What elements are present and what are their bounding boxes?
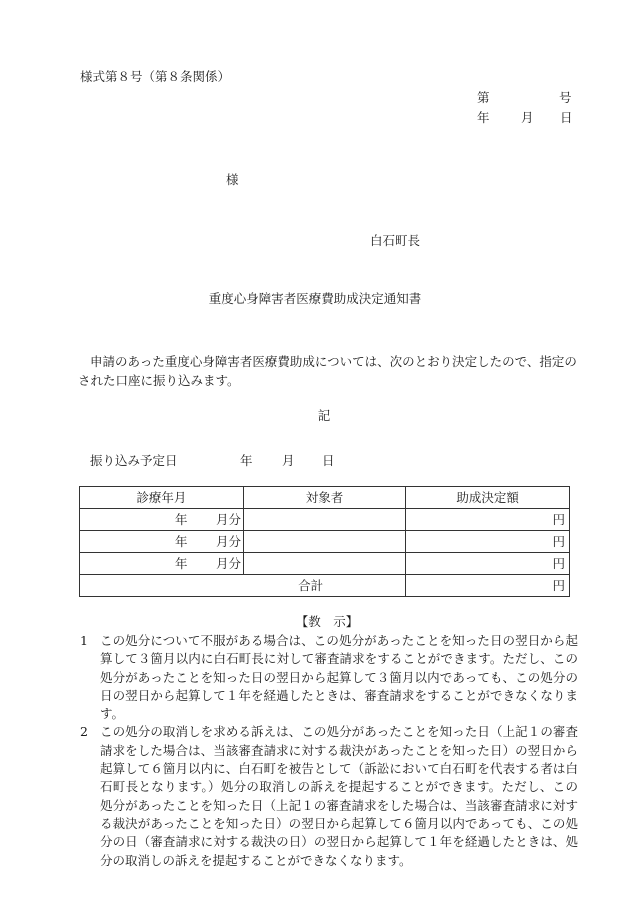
instruction-number: 2 [80,724,88,740]
instruction-item [78,723,578,869]
month-cell: 年 月分 [80,509,244,531]
table-total-row [80,575,570,597]
total-label: 合計 [80,575,406,597]
table-row [80,553,570,575]
date-month: 月 [521,110,534,125]
document-title: 重度心身障害者医療費助成決定通知書 [208,291,422,306]
table-header-row [80,487,570,509]
amount-cell: 円 [406,553,570,575]
table-row [80,531,570,553]
number-go: 号 [559,90,572,105]
amount-cell: 円 [406,509,570,531]
instruction-heading: 【教 示】 [295,614,359,629]
header-subsidy-amount: 助成決定額 [406,487,570,509]
month-cell: 年 月分 [80,553,244,575]
instruction-text: この処分の取消しを求める訴えは、この処分があったことを知った日（上記１の審査請求をした場合は、当該審査請求に対する裁決があったことを知った日）の翌日から起算して６箇月以内に、白石町を被告として（訴訟において白石町を代表する者は白石町長となります。）処分の取消しの訴えを提起することができます。ただし、この処分があったことを知った日（上記１の審査請求をした場合は、当該審査請求に対する裁決があったことを知った日）の翌日から起算して６箇月以内であっても、この処分の日（審査請求に対する裁決の日）の翌日から起算して１年を経過したときは、処分の取消しの訴えを提起することができなくなります。 [100,724,578,868]
instruction-number: 1 [80,633,88,648]
instruction-item [78,632,578,723]
month-cell: 年 月分 [80,531,244,553]
ki-heading: 記 [317,408,331,423]
recipient-cell [243,509,406,531]
instruction-list [78,632,578,870]
transfer-day: 日 [322,453,335,468]
addressee-honorific: 様 [226,172,239,187]
subsidy-table [79,486,570,597]
recipient-cell [243,531,406,553]
form-label: 様式第８号（第８条関係） [80,69,231,84]
date-year: 年 [477,110,490,125]
body-paragraph [78,352,578,390]
header-recipient: 対象者 [243,487,406,509]
header-treatment-month: 診療年月 [80,487,244,509]
instruction-text: この処分について不服がある場合は、この処分があったことを知った日の翌日から起算して３箇月以内に白石町長に対して審査請求をすることができます。ただし、この処分があったことを知った日の翌日から起算して３箇月以内であっても、この処分の日の翌日から起算して１年を経過したときは、審査請求をすることができなくなります。 [100,633,578,722]
transfer-label: 振り込み予定日 [90,453,178,468]
transfer-year: 年 [240,453,253,468]
date-day: 日 [560,110,573,125]
number-dai: 第 [477,90,490,105]
total-amount-cell: 円 [406,575,570,597]
table-row [80,509,570,531]
issuer-name: 白石町長 [370,233,421,248]
amount-cell: 円 [406,531,570,553]
transfer-month: 月 [282,453,295,468]
recipient-cell [243,553,406,575]
body-text: 申請のあった重度心身障害者医療費助成については、次のとおり決定したので、指定のされた口座に振り込みます。 [78,354,577,388]
